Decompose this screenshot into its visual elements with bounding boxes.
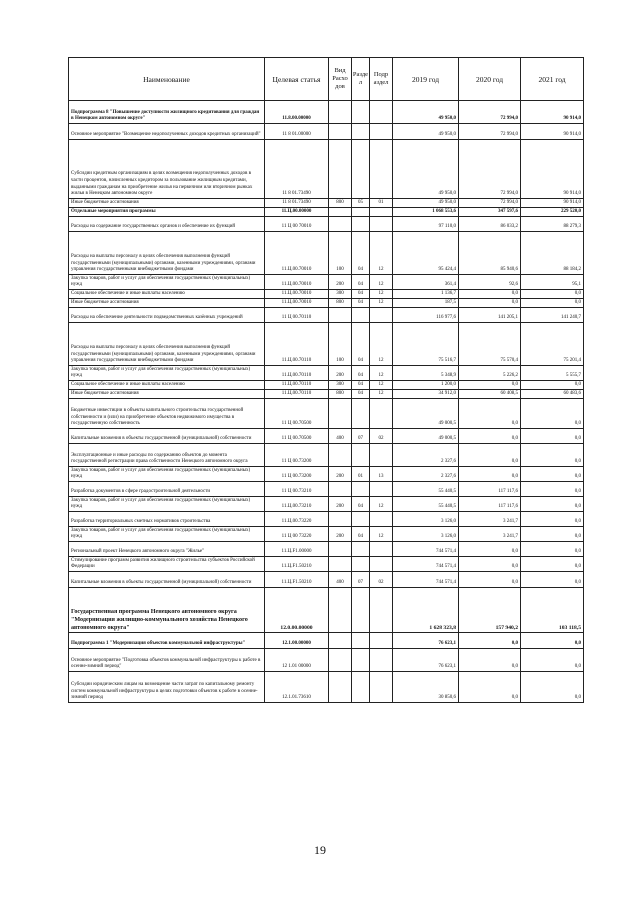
cell-pr: 02 <box>370 429 393 444</box>
cell-rz: 07 <box>352 572 370 588</box>
cell-v2020: 157 940,2 <box>459 588 521 633</box>
cell-pr: 12 <box>370 497 393 512</box>
cell-code: 11 Ц 00.70500 <box>265 429 329 444</box>
cell-name: Региональный проект Ненецкого автономного округа "Жилье" <box>69 542 265 557</box>
cell-v2020: 0,0 <box>459 467 521 482</box>
cell-rz <box>352 512 370 527</box>
cell-code: 12.1.01.73610 <box>265 672 329 703</box>
cell-v2020: 0,0 <box>459 290 521 299</box>
cell-pr: 02 <box>370 572 393 588</box>
cell-v2021: 75 201,4 <box>521 323 584 366</box>
cell-v2019: 1 628 323,8 <box>393 588 459 633</box>
cell-v2020: 0,0 <box>459 572 521 588</box>
cell-rz <box>352 140 370 199</box>
cell-rz <box>352 542 370 557</box>
table-row <box>69 444 584 467</box>
cell-name: Отдельные мероприятия программы <box>69 208 265 217</box>
cell-name: Подпрограмма 8 "Повышение доступности жилищного кредитования для граждан в Ненецком автономном округе" <box>69 101 265 124</box>
cell-v2020: 0,0 <box>459 542 521 557</box>
budget-table <box>68 57 584 703</box>
cell-code: 11 Ц 00 73220 <box>265 527 329 542</box>
table-row <box>69 381 584 390</box>
cell-vr <box>329 140 352 199</box>
cell-name: Закупка товаров, работ и услуг для обеспечения государственных (муниципальных) нужд <box>69 527 265 542</box>
cell-vr <box>329 399 352 429</box>
cell-vr: 300 <box>329 290 352 299</box>
cell-name: Основное мероприятие "Возмещение недополученных доходов кредитных организаций" <box>69 124 265 140</box>
cell-code: 12.1.00.00000 <box>265 633 329 649</box>
cell-v2020: 72 994,0 <box>459 140 521 199</box>
table-row <box>69 527 584 542</box>
table-row <box>69 542 584 557</box>
cell-v2020: 72 994,0 <box>459 199 521 208</box>
cell-v2019: 49 950,0 <box>393 140 459 199</box>
table-row <box>69 497 584 512</box>
cell-vr <box>329 482 352 497</box>
cell-v2020: 0,0 <box>459 299 521 308</box>
cell-v2019: 76 623,1 <box>393 649 459 672</box>
cell-name: Закупка товаров, работ и услуг для обеспечения государственных (муниципальных) нужд <box>69 497 265 512</box>
cell-code: 11 Ц 00.73210 <box>265 482 329 497</box>
cell-vr: 300 <box>329 381 352 390</box>
cell-vr <box>329 633 352 649</box>
header-subsection: Подр аздел <box>370 58 393 101</box>
cell-code: 11.Ц.00.00000 <box>265 208 329 217</box>
header-target-article: Целевая статья <box>265 58 329 101</box>
table-row <box>69 290 584 299</box>
cell-v2019: 1 068 553,6 <box>393 208 459 217</box>
cell-rz: 04 <box>352 290 370 299</box>
cell-vr <box>329 542 352 557</box>
cell-vr: 400 <box>329 429 352 444</box>
cell-pr <box>370 649 393 672</box>
cell-rz <box>352 308 370 323</box>
cell-v2019: 49 950,0 <box>393 124 459 140</box>
cell-v2019: 2 327,6 <box>393 467 459 482</box>
cell-rz: 05 <box>352 199 370 208</box>
table-row <box>69 140 584 199</box>
cell-vr <box>329 557 352 572</box>
cell-v2019: 361,4 <box>393 275 459 290</box>
cell-rz: 01 <box>352 467 370 482</box>
cell-rz <box>352 444 370 467</box>
cell-v2020: 0,0 <box>459 399 521 429</box>
cell-v2021: 0,0 <box>521 542 584 557</box>
cell-rz <box>352 672 370 703</box>
cell-vr: 200 <box>329 527 352 542</box>
cell-code: 11.Ц.F1.00000 <box>265 542 329 557</box>
cell-code: 11.Ц.00.70010 <box>265 290 329 299</box>
cell-code: 12.0.00.00000 <box>265 588 329 633</box>
cell-rz <box>352 208 370 217</box>
cell-v2020: 117 117,6 <box>459 482 521 497</box>
cell-v2020: 0,0 <box>459 672 521 703</box>
cell-pr <box>370 140 393 199</box>
cell-v2021: 103 118,5 <box>521 588 584 633</box>
cell-code: 11.Ц.F1.50210 <box>265 572 329 588</box>
cell-v2019: 55 440,5 <box>393 482 459 497</box>
cell-vr: 200 <box>329 497 352 512</box>
cell-rz <box>352 124 370 140</box>
cell-name: Основное мероприятие "Подготовка объектов коммунальной инфраструктуры к работе в осенне-зимний период" <box>69 649 265 672</box>
cell-v2019: 55 440,5 <box>393 497 459 512</box>
cell-code: 11 Ц 00.73200 <box>265 444 329 467</box>
cell-rz <box>352 588 370 633</box>
cell-pr: 12 <box>370 299 393 308</box>
cell-pr <box>370 217 393 232</box>
cell-rz <box>352 399 370 429</box>
cell-v2020: 117 117,6 <box>459 497 521 512</box>
cell-v2020: 0,0 <box>459 557 521 572</box>
header-year-2021: 2021 год <box>521 58 584 101</box>
cell-v2021: 0,0 <box>521 557 584 572</box>
cell-name: Расходы на обеспечение деятельности подведомственных казённых учреждений <box>69 308 265 323</box>
cell-rz <box>352 633 370 649</box>
cell-pr: 12 <box>370 232 393 275</box>
cell-vr: 100 <box>329 323 352 366</box>
cell-name: Государственная программа Ненецкого автономного округа "Модернизация жилищно-коммунального хозяйства Ненецкого автономного округа" <box>69 588 265 633</box>
header-year-2019: 2019 год <box>393 58 459 101</box>
cell-v2020: 347 597,6 <box>459 208 521 217</box>
cell-v2019: 97 110,0 <box>393 217 459 232</box>
cell-vr: 800 <box>329 299 352 308</box>
cell-pr <box>370 124 393 140</box>
cell-vr <box>329 308 352 323</box>
cell-v2019: 3 126,0 <box>393 527 459 542</box>
cell-v2021: 0,0 <box>521 527 584 542</box>
cell-rz: 04 <box>352 299 370 308</box>
table-row <box>69 232 584 275</box>
cell-rz: 04 <box>352 366 370 381</box>
table-row <box>69 482 584 497</box>
cell-code: 11.Ц.00.70110 <box>265 323 329 366</box>
cell-v2021: 0,0 <box>521 381 584 390</box>
table-row <box>69 299 584 308</box>
cell-pr: 12 <box>370 323 393 366</box>
cell-v2020: 0,0 <box>459 649 521 672</box>
cell-v2019: 744 571,4 <box>393 557 459 572</box>
cell-code: 11.Ц.00.70010 <box>265 275 329 290</box>
cell-v2019: 95 424,4 <box>393 232 459 275</box>
cell-pr: 12 <box>370 275 393 290</box>
cell-pr <box>370 482 393 497</box>
cell-code: 11 Ц 00 70010 <box>265 217 329 232</box>
cell-pr <box>370 633 393 649</box>
cell-vr <box>329 649 352 672</box>
cell-v2021: 0,0 <box>521 444 584 467</box>
cell-vr: 800 <box>329 199 352 208</box>
cell-rz <box>352 482 370 497</box>
cell-v2021: 0,0 <box>521 290 584 299</box>
table-row <box>69 467 584 482</box>
cell-v2021: 0,0 <box>521 672 584 703</box>
cell-code: 11 8 01.00000 <box>265 124 329 140</box>
cell-v2020: 0,0 <box>459 633 521 649</box>
cell-name: Закупка товаров, работ и услуг для обеспечения государственных (муниципальных) нужд <box>69 366 265 381</box>
cell-code: 11 Ц 00.70110 <box>265 308 329 323</box>
cell-pr <box>370 557 393 572</box>
cell-pr: 12 <box>370 527 393 542</box>
header-year-2020: 2020 год <box>459 58 521 101</box>
cell-v2020: 60 408,5 <box>459 390 521 399</box>
cell-code: 11 Ц 00.70500 <box>265 399 329 429</box>
cell-v2019: 744 571,4 <box>393 542 459 557</box>
cell-v2021: 0,0 <box>521 572 584 588</box>
cell-name: Иные бюджетные ассигнования <box>69 199 265 208</box>
cell-name: Капитальные вложения в объекты государственной (муниципальной) собственности <box>69 572 265 588</box>
cell-code: 11.Ц.00.73220 <box>265 512 329 527</box>
table-body <box>69 101 584 703</box>
table-row <box>69 572 584 588</box>
cell-v2020: 0,0 <box>459 429 521 444</box>
cell-name: Закупка товаров, работ и услуг для обеспечения государственных (муниципальных) нужд <box>69 275 265 290</box>
table-row <box>69 275 584 290</box>
cell-v2021: 0,0 <box>521 299 584 308</box>
cell-v2019: 34 912,0 <box>393 390 459 399</box>
header-section: Разде л <box>352 58 370 101</box>
cell-v2021: 0,0 <box>521 429 584 444</box>
cell-rz <box>352 217 370 232</box>
cell-v2020: 141 205,1 <box>459 308 521 323</box>
cell-rz: 04 <box>352 527 370 542</box>
cell-rz: 04 <box>352 497 370 512</box>
cell-vr <box>329 101 352 124</box>
table-row <box>69 399 584 429</box>
cell-v2021: 88 279,3 <box>521 217 584 232</box>
table-row <box>69 217 584 232</box>
cell-pr: 13 <box>370 467 393 482</box>
cell-v2021: 0,0 <box>521 497 584 512</box>
cell-v2019: 49 950,0 <box>393 101 459 124</box>
cell-name: Стимулирование программ развития жилищного строительства субъектов Российской Федерации <box>69 557 265 572</box>
cell-rz: 04 <box>352 232 370 275</box>
table-row <box>69 101 584 124</box>
cell-name: Эксплуатационные и иные расходы по содержанию объектов до момента государственной регистрации права собственности Ненецкого автономного округа <box>69 444 265 467</box>
cell-pr: 12 <box>370 381 393 390</box>
cell-v2019: 116 977,6 <box>393 308 459 323</box>
cell-code: 11.Ц.00.70110 <box>265 366 329 381</box>
cell-vr: 400 <box>329 572 352 588</box>
cell-code: 11.Ц.00.70110 <box>265 390 329 399</box>
cell-v2021: 141 240,7 <box>521 308 584 323</box>
cell-vr: 200 <box>329 467 352 482</box>
cell-pr <box>370 512 393 527</box>
cell-v2019: 1 200,0 <box>393 381 459 390</box>
cell-rz: 04 <box>352 323 370 366</box>
cell-v2020: 5 226,2 <box>459 366 521 381</box>
table-row <box>69 308 584 323</box>
cell-vr <box>329 672 352 703</box>
cell-v2020: 3 241,7 <box>459 527 521 542</box>
table-row <box>69 633 584 649</box>
cell-v2020: 72 994,0 <box>459 101 521 124</box>
cell-rz <box>352 557 370 572</box>
cell-name: Расходы на содержание государственных органов и обеспечение их функций <box>69 217 265 232</box>
table-row <box>69 208 584 217</box>
cell-code: 11.Ц.00.73210 <box>265 497 329 512</box>
cell-v2021: 0,0 <box>521 633 584 649</box>
table-row <box>69 512 584 527</box>
cell-pr <box>370 588 393 633</box>
cell-rz <box>352 649 370 672</box>
cell-pr <box>370 672 393 703</box>
cell-code: 11 8 01.73490 <box>265 199 329 208</box>
cell-v2021: 0,0 <box>521 482 584 497</box>
cell-v2020: 92,6 <box>459 275 521 290</box>
cell-vr <box>329 217 352 232</box>
cell-pr <box>370 399 393 429</box>
budget-table-container <box>68 57 583 703</box>
cell-v2019: 49 000,5 <box>393 429 459 444</box>
table-row <box>69 390 584 399</box>
cell-v2019: 5 348,9 <box>393 366 459 381</box>
cell-name: Субсидии юридическим лицам на возмещение части затрат по капитальному ремонту систем коммунальной инфраструктуры в целях подготовки объектов к работе в осенне-зимний период <box>69 672 265 703</box>
cell-code: 11 Ц 00.73200 <box>265 467 329 482</box>
cell-v2021: 0,0 <box>521 467 584 482</box>
cell-v2020: 0,0 <box>459 444 521 467</box>
cell-name: Разработка территориальных сметных нормативов строительства <box>69 512 265 527</box>
cell-v2019: 1 136,7 <box>393 290 459 299</box>
table-row <box>69 124 584 140</box>
cell-pr <box>370 308 393 323</box>
cell-v2021: 0,0 <box>521 649 584 672</box>
cell-rz <box>352 101 370 124</box>
cell-v2021: 0,0 <box>521 512 584 527</box>
cell-code: 11.Ц.00.70010 <box>265 232 329 275</box>
table-row <box>69 672 584 703</box>
cell-pr: 12 <box>370 290 393 299</box>
cell-code: 12 1.01 00000 <box>265 649 329 672</box>
header-name: Наименование <box>69 58 265 101</box>
cell-name: Иные бюджетные ассигнования <box>69 390 265 399</box>
cell-v2021: 60 483,6 <box>521 390 584 399</box>
cell-v2020: 0,0 <box>459 381 521 390</box>
cell-vr <box>329 444 352 467</box>
header-expense-type: Вид Расхо дов <box>329 58 352 101</box>
page-number: 19 <box>314 843 326 857</box>
cell-v2021: 90 914,0 <box>521 124 584 140</box>
cell-name: Бюджетные инвестиции в объекты капитального строительства государственной собственности и (или) на приобретение объектов недвижимого имущества в государственную собственность <box>69 399 265 429</box>
cell-pr: 01 <box>370 199 393 208</box>
cell-vr: 800 <box>329 390 352 399</box>
cell-code: 11.8.00.00000 <box>265 101 329 124</box>
cell-vr <box>329 124 352 140</box>
cell-v2020: 85 940,6 <box>459 232 521 275</box>
cell-v2021: 5 555,7 <box>521 366 584 381</box>
cell-v2020: 3 241,7 <box>459 512 521 527</box>
cell-v2019: 2 327,6 <box>393 444 459 467</box>
cell-name: Капитальные вложения в объекты государственной (муниципальной) собственности <box>69 429 265 444</box>
cell-v2019: 744 571,4 <box>393 572 459 588</box>
cell-v2021: 88 184,2 <box>521 232 584 275</box>
cell-pr <box>370 101 393 124</box>
table-row <box>69 557 584 572</box>
cell-v2019: 49 000,5 <box>393 399 459 429</box>
cell-pr <box>370 444 393 467</box>
cell-name: Субсидии кредитным организациям в целях возмещения недополученных доходов в части процентов, начисленных кредитором за пользование жилищным кредитами, выданными гражданам на приобретение жилья на первичном или вторичном рынках жилья в Ненецком автономном округе <box>69 140 265 199</box>
cell-v2020: 86 033,2 <box>459 217 521 232</box>
cell-v2019: 75 516,7 <box>393 323 459 366</box>
cell-v2021: 90 914,0 <box>521 140 584 199</box>
table-row <box>69 366 584 381</box>
cell-vr <box>329 512 352 527</box>
cell-v2019: 49 950,0 <box>393 199 459 208</box>
cell-v2020: 75 570,4 <box>459 323 521 366</box>
cell-rz: 04 <box>352 390 370 399</box>
cell-v2019: 76 623,1 <box>393 633 459 649</box>
table-row <box>69 199 584 208</box>
cell-rz: 07 <box>352 429 370 444</box>
cell-pr: 12 <box>370 390 393 399</box>
cell-vr: 100 <box>329 232 352 275</box>
cell-rz: 04 <box>352 381 370 390</box>
cell-vr <box>329 208 352 217</box>
cell-v2021: 0,0 <box>521 399 584 429</box>
cell-rz: 04 <box>352 275 370 290</box>
table-row <box>69 588 584 633</box>
cell-code: 11.Ц.00.70010 <box>265 299 329 308</box>
table-row <box>69 429 584 444</box>
cell-pr <box>370 542 393 557</box>
cell-name: Социальное обеспечение и иные выплаты населению <box>69 290 265 299</box>
cell-v2019: 30 850,6 <box>393 672 459 703</box>
cell-code: 11 8 01.73490 <box>265 140 329 199</box>
cell-v2021: 95,1 <box>521 275 584 290</box>
cell-vr: 200 <box>329 275 352 290</box>
cell-code: 11.Ц.F1.50210 <box>265 557 329 572</box>
cell-v2019: 3 126,0 <box>393 512 459 527</box>
cell-pr <box>370 208 393 217</box>
cell-v2021: 90 914,0 <box>521 101 584 124</box>
cell-name: Закупка товаров, работ и услуг для обеспечения государственных (муниципальных) нужд <box>69 467 265 482</box>
cell-pr: 12 <box>370 366 393 381</box>
cell-vr: 200 <box>329 366 352 381</box>
cell-vr <box>329 588 352 633</box>
cell-name: Социальное обеспечение и иные выплаты населению <box>69 381 265 390</box>
cell-v2021: 229 520,0 <box>521 208 584 217</box>
cell-name: Разработка документов в сфере градостроительной деятельности <box>69 482 265 497</box>
table-row <box>69 649 584 672</box>
cell-name: Подпрограмма 1 "Модернизация объектов коммунальной инфраструктуры" <box>69 633 265 649</box>
cell-name: Иные бюджетные ассигнования <box>69 299 265 308</box>
cell-code: 11.Ц.00.70110 <box>265 381 329 390</box>
cell-name: Расходы на выплаты персоналу в целях обеспечения выполнения функций государственными (муниципальными) органами, казенными учреждениями, органами управления государственными внебюджетными фондами <box>69 232 265 275</box>
cell-v2021: 90 914,0 <box>521 199 584 208</box>
table-header-row <box>69 58 584 101</box>
cell-name: Расходы на выплаты персоналу в целях обеспечения выполнения функций государственными (муниципальными) органами, казенными учреждениями, органами управления государственными внебюджетными фондами <box>69 323 265 366</box>
table-row <box>69 323 584 366</box>
cell-v2020: 72 994,0 <box>459 124 521 140</box>
cell-v2019: 187,5 <box>393 299 459 308</box>
